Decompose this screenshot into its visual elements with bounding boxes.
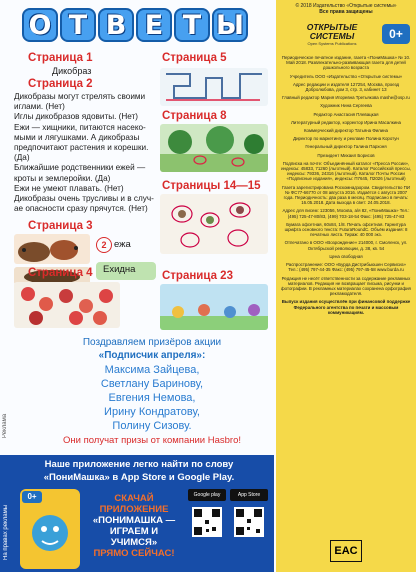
answer-heading-page-8: Страница 8 xyxy=(162,110,227,122)
copyright-text: © 2018 Издательство «Открытые системы» xyxy=(295,3,397,9)
maze-illustration xyxy=(160,68,268,106)
app-promo-banner xyxy=(0,455,274,572)
imprint-block: Учредитель ООО «Издательство «Открытые системы» xyxy=(289,73,403,79)
answer-heading-pages-14-15: Страницы 14—15 xyxy=(162,180,261,192)
answer-label-hedgehog: ежа xyxy=(114,239,131,250)
title-letter: Т xyxy=(60,8,96,42)
banner-line-1: Наше приложение легко найти по слову xyxy=(44,459,234,470)
imprint-blocks xyxy=(281,55,411,318)
winner-name: Ирину Кондратову, xyxy=(104,406,200,418)
imprint-block: Редактор Анастасия Плевацкая xyxy=(313,111,379,117)
page-title xyxy=(22,8,262,44)
winner-name: Светлану Баринову, xyxy=(100,378,204,390)
answer-label-echidna: Ехидна xyxy=(103,264,136,275)
winner-name: Евгения Немова, xyxy=(108,392,196,404)
title-letter: Ы xyxy=(212,8,248,42)
banner-line-2: «ПониМашка» в App Store и Google Play. xyxy=(43,472,235,483)
imprint-column xyxy=(276,0,416,572)
forest-illustration xyxy=(160,124,268,172)
imprint-block: Газета зарегистрирована Роскомнадзором. Свидетельство ПИ № ФС77-66770 от 08 августа 2016. Издаётся с августа 2007 года. Периодичность: два раза в месяц. Подписано в печать: 16.05.2018. Дата выхода в свет: 24.05.2018. xyxy=(282,184,410,206)
app-age-badge: 0+ xyxy=(22,491,42,503)
imprint-block: Литературный редактор, корректор Ирина Масалкина xyxy=(291,119,401,125)
imprint-block: Президент Михаил Борисов xyxy=(317,152,375,158)
imprint-block: Директор по маркетингу и рекламе Полина Коротун xyxy=(293,136,399,142)
app-icon xyxy=(20,489,80,569)
rights-text: Все права защищены xyxy=(319,9,373,15)
ad-disclaimer-label: На правах рекламы xyxy=(3,504,9,560)
answer-heading-page-5: Страница 5 xyxy=(162,52,227,64)
imprint-block: Коммерческий директор Татьяна Филина xyxy=(304,128,388,134)
imprint-block: Адрес для писем: 123056, Москва, а/я 82, «ПониМашка» Тел.: (495) 725-47-80/83, (499) 703-18-54 Факс: (495) 725-47-83 xyxy=(282,208,410,219)
imprint-block: Отпечатано в ООО «Возрождение» 214000, г. Смоленск, ул. Октябрьской революции, д. 38, кв. 54 xyxy=(284,240,408,251)
title-letter: Т xyxy=(174,8,210,42)
google-play-button[interactable]: Google play xyxy=(188,489,226,501)
answer-heading-page-23: Страница 23 xyxy=(162,270,233,282)
app-store-button[interactable]: App Store xyxy=(230,489,268,501)
answer-heading-page-1: Страница 1 xyxy=(28,52,93,64)
answer-badge: 2 xyxy=(96,237,112,253)
imprint-block: Периодическое печатное издание, газета «ПониМашка» № 10. Май 2018. Развлекательно-развивающая газета для детей дошкольного возраста xyxy=(281,55,411,71)
imprint-block: Генеральный директор Галина Пархоня xyxy=(305,144,387,150)
publisher-logo: ОТКРЫТЫЕ СИСТЕМЫ Open Systems Publications xyxy=(306,22,358,46)
answer-text-page-2: Дикобразы могут стрелять своими иглами. (Нет) Иглы дикобразов ядовиты. (Нет) Ежи — хищники, питаются насеко- мыми и лягушками. А дикобразы предпочитают растения и корешки. (Да) Ближайшие родственники ежей — кроты и землеройки. (Да) Ежи не умеют плавать. (Нет) Дикобразы очень трусливы и в случ- ае опасности сразу прячутся. (Нет) xyxy=(14,92,154,214)
title-letter: Е xyxy=(136,8,172,42)
ad-label: Реклама xyxy=(2,413,8,438)
google-play-qr-code xyxy=(192,507,222,537)
imprint-block: Выпуск издания осуществлён при финансовой поддержке Федерального агентства по печати и массовым коммуникациям. xyxy=(281,299,411,315)
download-call: СКАЧАЙ ПРИЛОЖЕНИЕ «ПОНИМАШКА — ИГРАЕМ И УЧИМСЯ» ПРЯМО СЕЙЧАС! xyxy=(92,493,176,559)
winner-name: Максима Зайцева, xyxy=(104,364,200,376)
imprint-block: Главный редактор Мария Игоревна Третьякова mashe@osp.ru xyxy=(282,95,410,101)
age-rating-badge: 0+ xyxy=(382,24,410,44)
answer-heading-page-4: Страница 4 xyxy=(28,267,93,279)
answer-heading-page-2: Страница 2 xyxy=(28,78,93,90)
pages-14-15-illustration xyxy=(160,194,268,254)
congrats-contest-name: «Подписчик апреля»: xyxy=(98,350,206,361)
hedgehog-illustration xyxy=(14,234,90,264)
eac-mark: EAC xyxy=(330,540,362,562)
page-23-illustration xyxy=(160,284,268,330)
imprint-block: Распространение: ООО «Бурда Дистрибьюшен Сервисиз» Тел.: (495) 797-44-35 Факс: (495) 797-45-58 www.burda.ru xyxy=(286,262,406,273)
imprint-block: Редакция не несёт ответственности за содержание рекламных материалов. Редакция не возвращает письма, рисунки и фотографии. В рекламных материалах сохранена орфография рекламодателя. xyxy=(281,275,411,297)
imprint-block: Художник Нина Сергеева xyxy=(320,103,372,109)
page-4-illustration xyxy=(14,282,120,328)
congrats-outro: Они получат призы от компании Hasbro! xyxy=(63,435,241,446)
congrats-intro: Поздравляем призёров акции xyxy=(82,337,222,348)
answer-text-page-1: Дикобраз xyxy=(52,66,92,76)
imprint-block: Бумага офсетная, 60х84, 1/8. Печать офсетная. Гарнитура шрифта основного текста: FuturaRoundC. Объём издания: 8 печатных листа. Тираж: 40 000 экз. xyxy=(284,221,408,238)
imprint-block: Адрес редакции и издателя 127254, Москва, проезд Добролюбова, дом 3, стр. 3, кабинет 13 xyxy=(292,81,400,93)
winner-name: Полину Сизову. xyxy=(112,420,192,432)
imprint-block: Подписка на почте: Объединённый каталог «Пресса России», индексы: 45833, 71260 (льготный). Каталог Российской прессы, индексы: 79336, 24316 (льготный). Каталог Почты России «Подписные издания», индексы: П7645, П2026 (льготный) xyxy=(281,160,411,182)
winners-list xyxy=(34,363,270,433)
app-store-qr-code xyxy=(234,507,264,537)
imprint-block: Цена свободная xyxy=(329,253,363,259)
title-letter: О xyxy=(22,8,58,42)
answer-heading-page-3: Страница 3 xyxy=(28,220,93,232)
title-letter: В xyxy=(98,8,134,42)
congrats-panel xyxy=(30,337,274,455)
